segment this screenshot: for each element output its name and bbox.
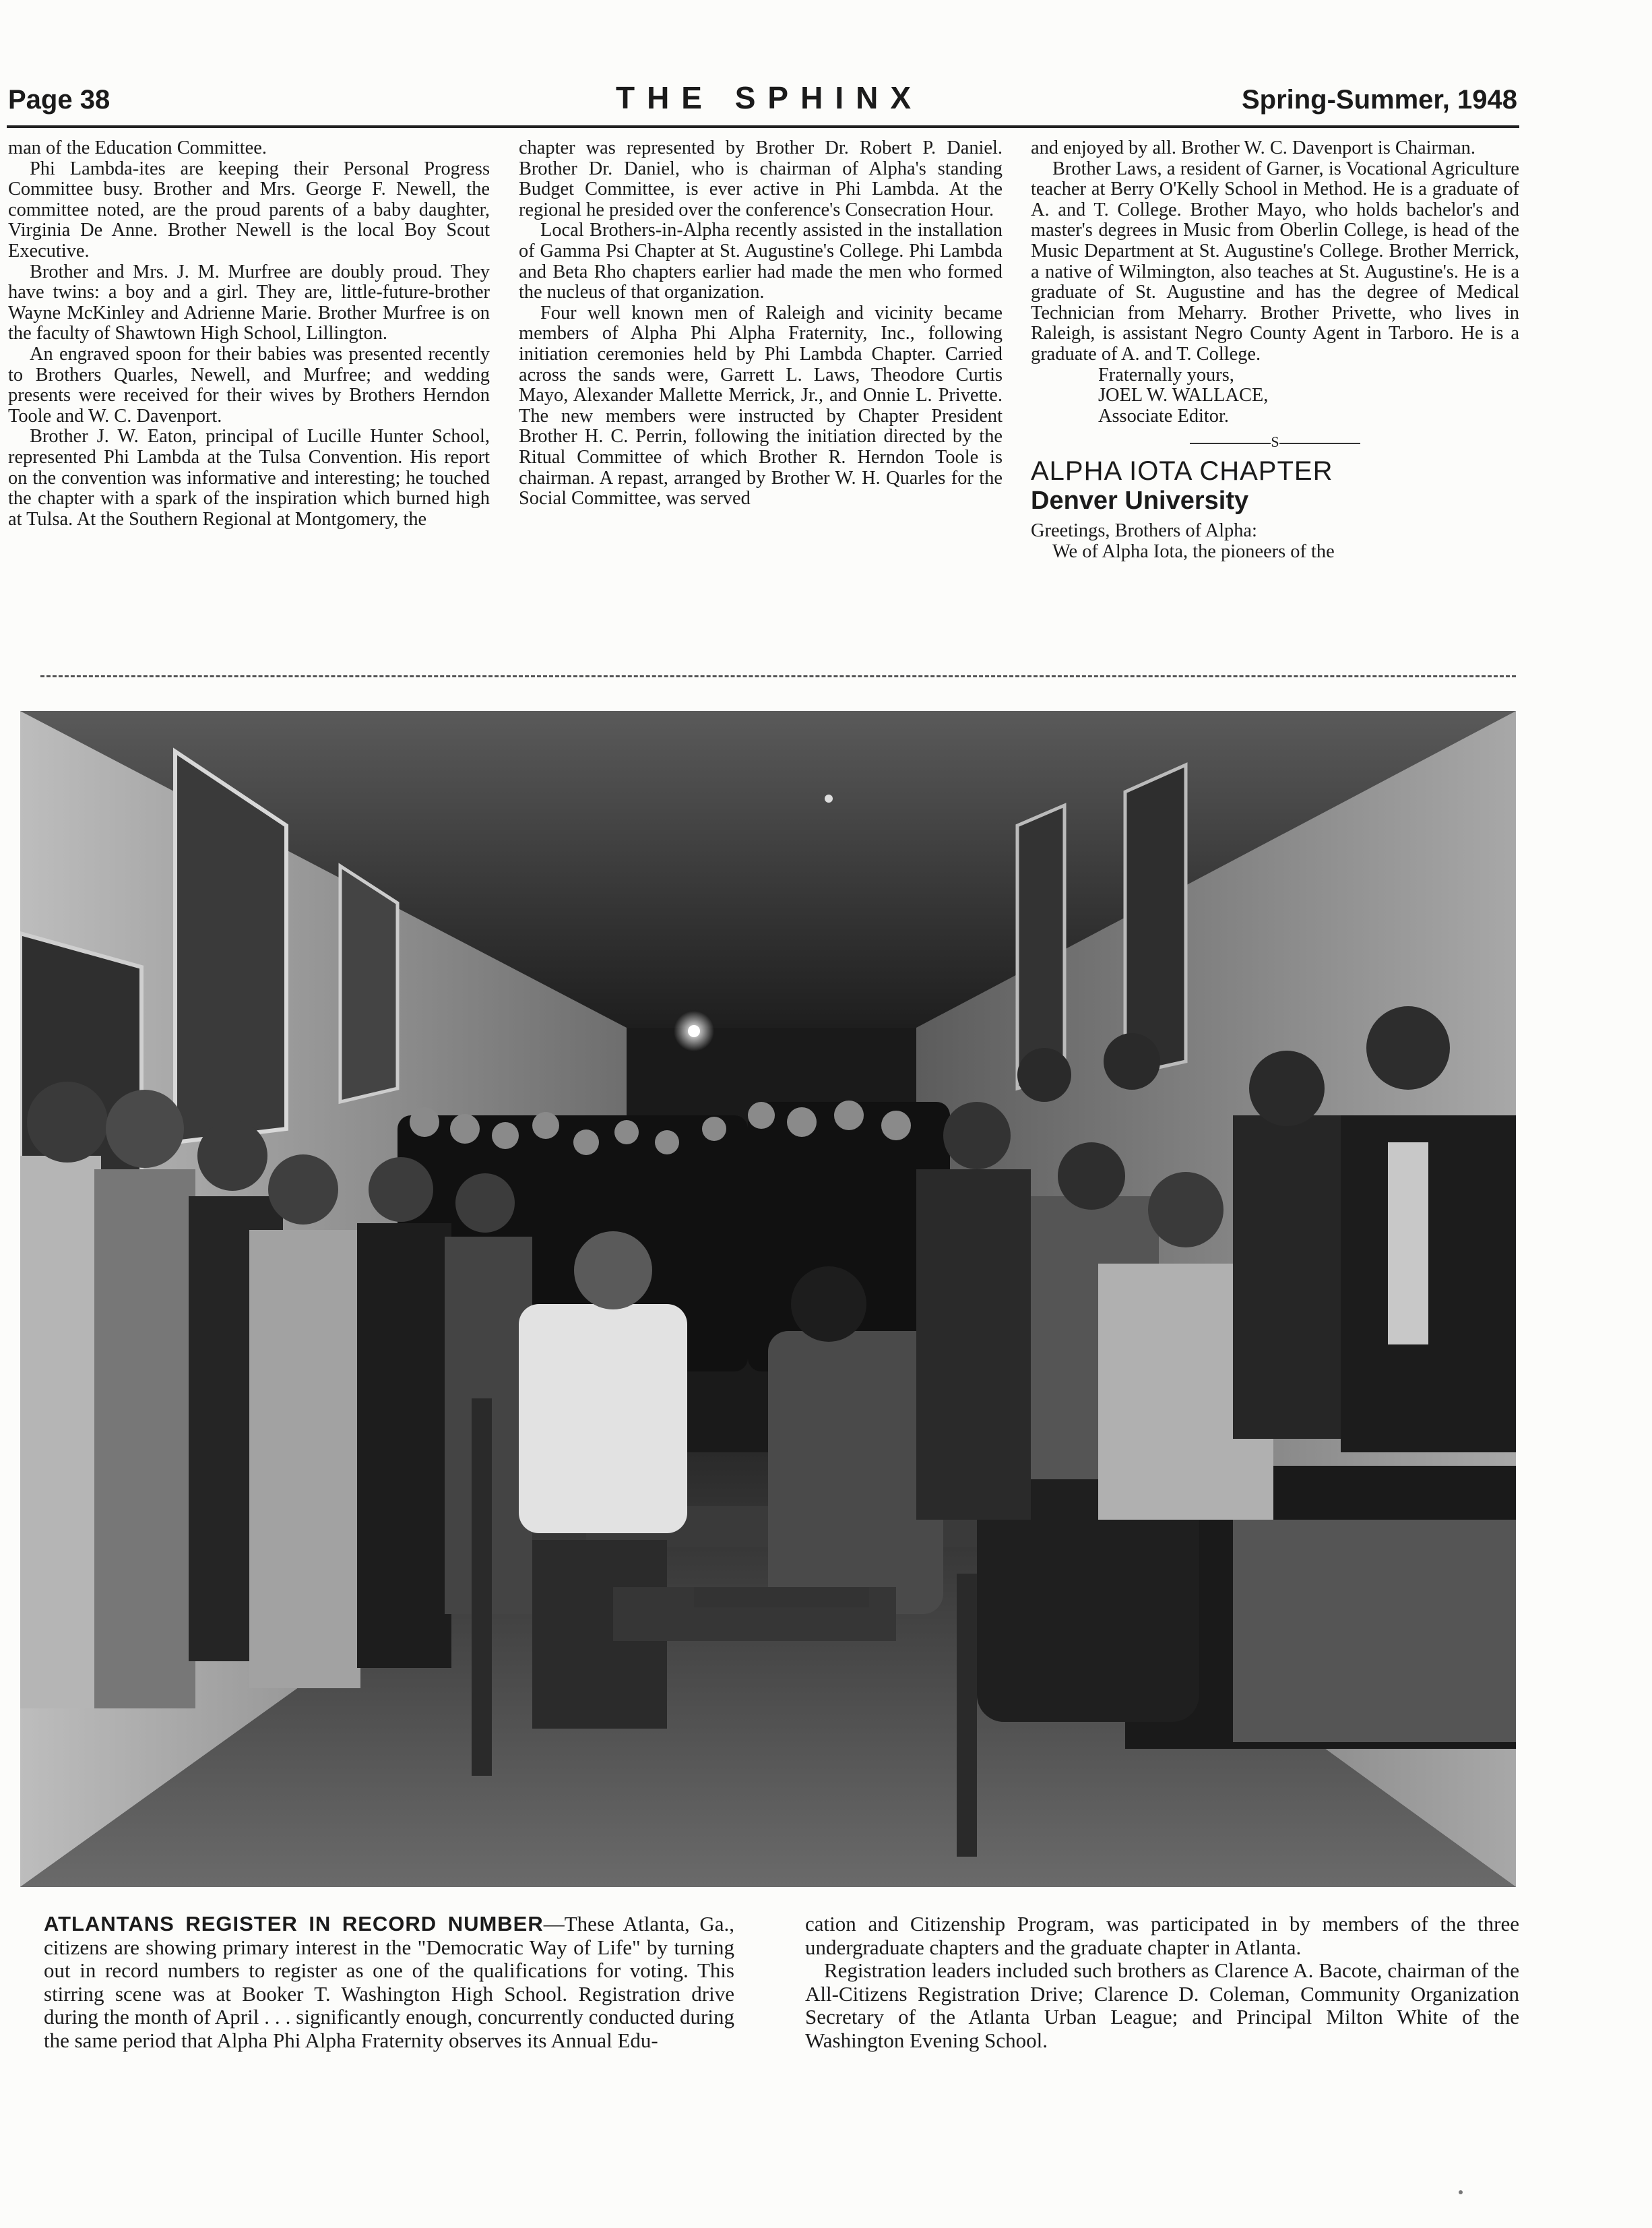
- page-number: Page 38: [8, 85, 110, 115]
- header-rule: [7, 125, 1519, 128]
- caption-paragraph: [44, 1913, 734, 2052]
- paragraph: We of Alpha Iota, the pioneers of the: [1052, 540, 1335, 562]
- signoff-closing: Fraternally yours,: [1098, 364, 1234, 385]
- chapter-heading: ALPHA IOTA CHAPTER: [1031, 456, 1333, 487]
- paragraph: man of the Education Committee.: [8, 137, 267, 158]
- paragraph: Local Brothers-in-Alpha recently assisted in the installation of Gamma Psi Chapter at St. Augustine's College. Phi Lambda and Beta Rho chapters earlier had made the men who formed the nucleus of that organization.: [519, 220, 1003, 303]
- magazine-title: THE SPHINX: [615, 80, 924, 115]
- paragraph: Four well known men of Raleigh and vicinity became members of Alpha Phi Alpha Fraternity, Inc., following initiation ceremonies held by Phi Lambda Chapter. Carried across the sands were, Garrett L. Laws, Theodore Curtis Mayo, Alexander Mallette Merrick, Jr., and Onnie L. Privette. The new members were instructed by Chapter President Brother H. C. Perrin, following the initiation directed by the Ritual Committee of which Brother R. Herndon Toole is chairman. A repast, arranged by Brother W. H. Quarles for the Social Committee, was served: [519, 302, 1003, 509]
- caption-headline: ATLANTANS REGISTER IN RECORD NUMBER: [44, 1912, 544, 1936]
- paragraph: Phi Lambda-ites are keeping their Personal Progress Committee busy. Brother and Mrs. George F. Newell, the committee noted, are the proud parents of a baby daughter, Virginia De Anne. Brother Newell is the local Boy Scout Executive.: [8, 158, 490, 261]
- issue-date: Spring-Summer, 1948: [1241, 85, 1517, 115]
- paragraph: Brother and Mrs. J. M. Murfree are doubly proud. They have twins: a boy and a girl. They are, little-future-brother Wayne McKinley and Adrienne Marie. Brother Murfree is on the faculty of Shawtown High School, Lillington.: [8, 261, 490, 344]
- caption-text: —These Atlanta, Ga., citizens are showing primary interest in the "Democratic Way of Life" by turning out in record numbers to register as one of the qualifications for voting. This stirring scene was at Booker T. Washington High School. Registration drive during the month of April . . . significantly enough, concurrently conducted during the same period that Alpha Phi Alpha Fraternity observes its Annual Edu-: [44, 1912, 735, 2052]
- chapter-subheading: Denver University: [1031, 487, 1249, 516]
- paragraph: Brother Laws, a resident of Garner, is Vocational Agriculture teacher at Berry O'Kelly School in Method. He is a graduate of A. and T. College. Brother Mayo, who holds bachelor's and master's degrees in Music from Oberlin College, is head of the Music Department at St. Augustine's College. Brother Merrick, a native of Wilmington, also teaches at St. Augustine's. He is a graduate of St. Augustine and has the degree of Medical Technician from Meharry. Brother Privette, who lives in Raleigh, is assistant Negro County Agent in Tarboro. He is a graduate of A. and T. College.: [1031, 158, 1519, 365]
- paragraph: and enjoyed by all. Brother W. C. Davenport is Chairman.: [1031, 137, 1475, 158]
- text-column-2: [519, 138, 1003, 509]
- text-column-3: [1031, 138, 1519, 563]
- caption-paragraph: cation and Citizenship Program, was participated in by members of the three undergraduate chapters and the graduate chapter in Atlanta.: [805, 1912, 1519, 1959]
- print-speck: [1459, 2190, 1463, 2194]
- column-divider-rule: [40, 675, 1516, 677]
- text-column-1: [8, 138, 490, 530]
- paragraph: Brother J. W. Eaton, principal of Lucille Hunter School, represented Phi Lambda at the Tulsa Convention. His report on the convention was informative and interesting; he touched the chapter with a spark of the inspiration which burned high at Tulsa. At the Southern Regional at Montgomery, the: [8, 426, 490, 530]
- paragraph: An engraved spoon for their babies was presented recently to Brothers Quarles, Newell, and Murfree; and wedding presents were received for their wives by Brothers Herndon Toole and W. C. Davenport.: [8, 343, 490, 427]
- caption-paragraph: Registration leaders included such brothers as Clarence A. Bacote, chairman of the All-Citizens Registration Drive; Clarence D. Coleman, Community Organization Secretary of the Atlanta Urban League; and Principal Milton White of the Washington Evening School.: [805, 1958, 1519, 2052]
- registration-photo: [20, 711, 1516, 1887]
- section-separator: [1031, 433, 1519, 451]
- photo-caption-right: [805, 1913, 1519, 2052]
- signoff-role: Associate Editor.: [1098, 405, 1229, 427]
- separator-mark: S: [1271, 433, 1279, 451]
- page-header: [8, 80, 1517, 120]
- paragraph: chapter was represented by Brother Dr. Robert P. Daniel. Brother Dr. Daniel, who is chairman of Alpha's standing Budget Committee, is ever active in Phi Lambda. At the regional he presided over the conference's Consecration Hour.: [519, 137, 1003, 220]
- photo-illustration: [20, 711, 1516, 1887]
- photo-caption-left: [44, 1913, 734, 2052]
- signoff-name: JOEL W. WALLACE,: [1098, 385, 1269, 406]
- greeting: Greetings, Brothers of Alpha:: [1031, 520, 1257, 542]
